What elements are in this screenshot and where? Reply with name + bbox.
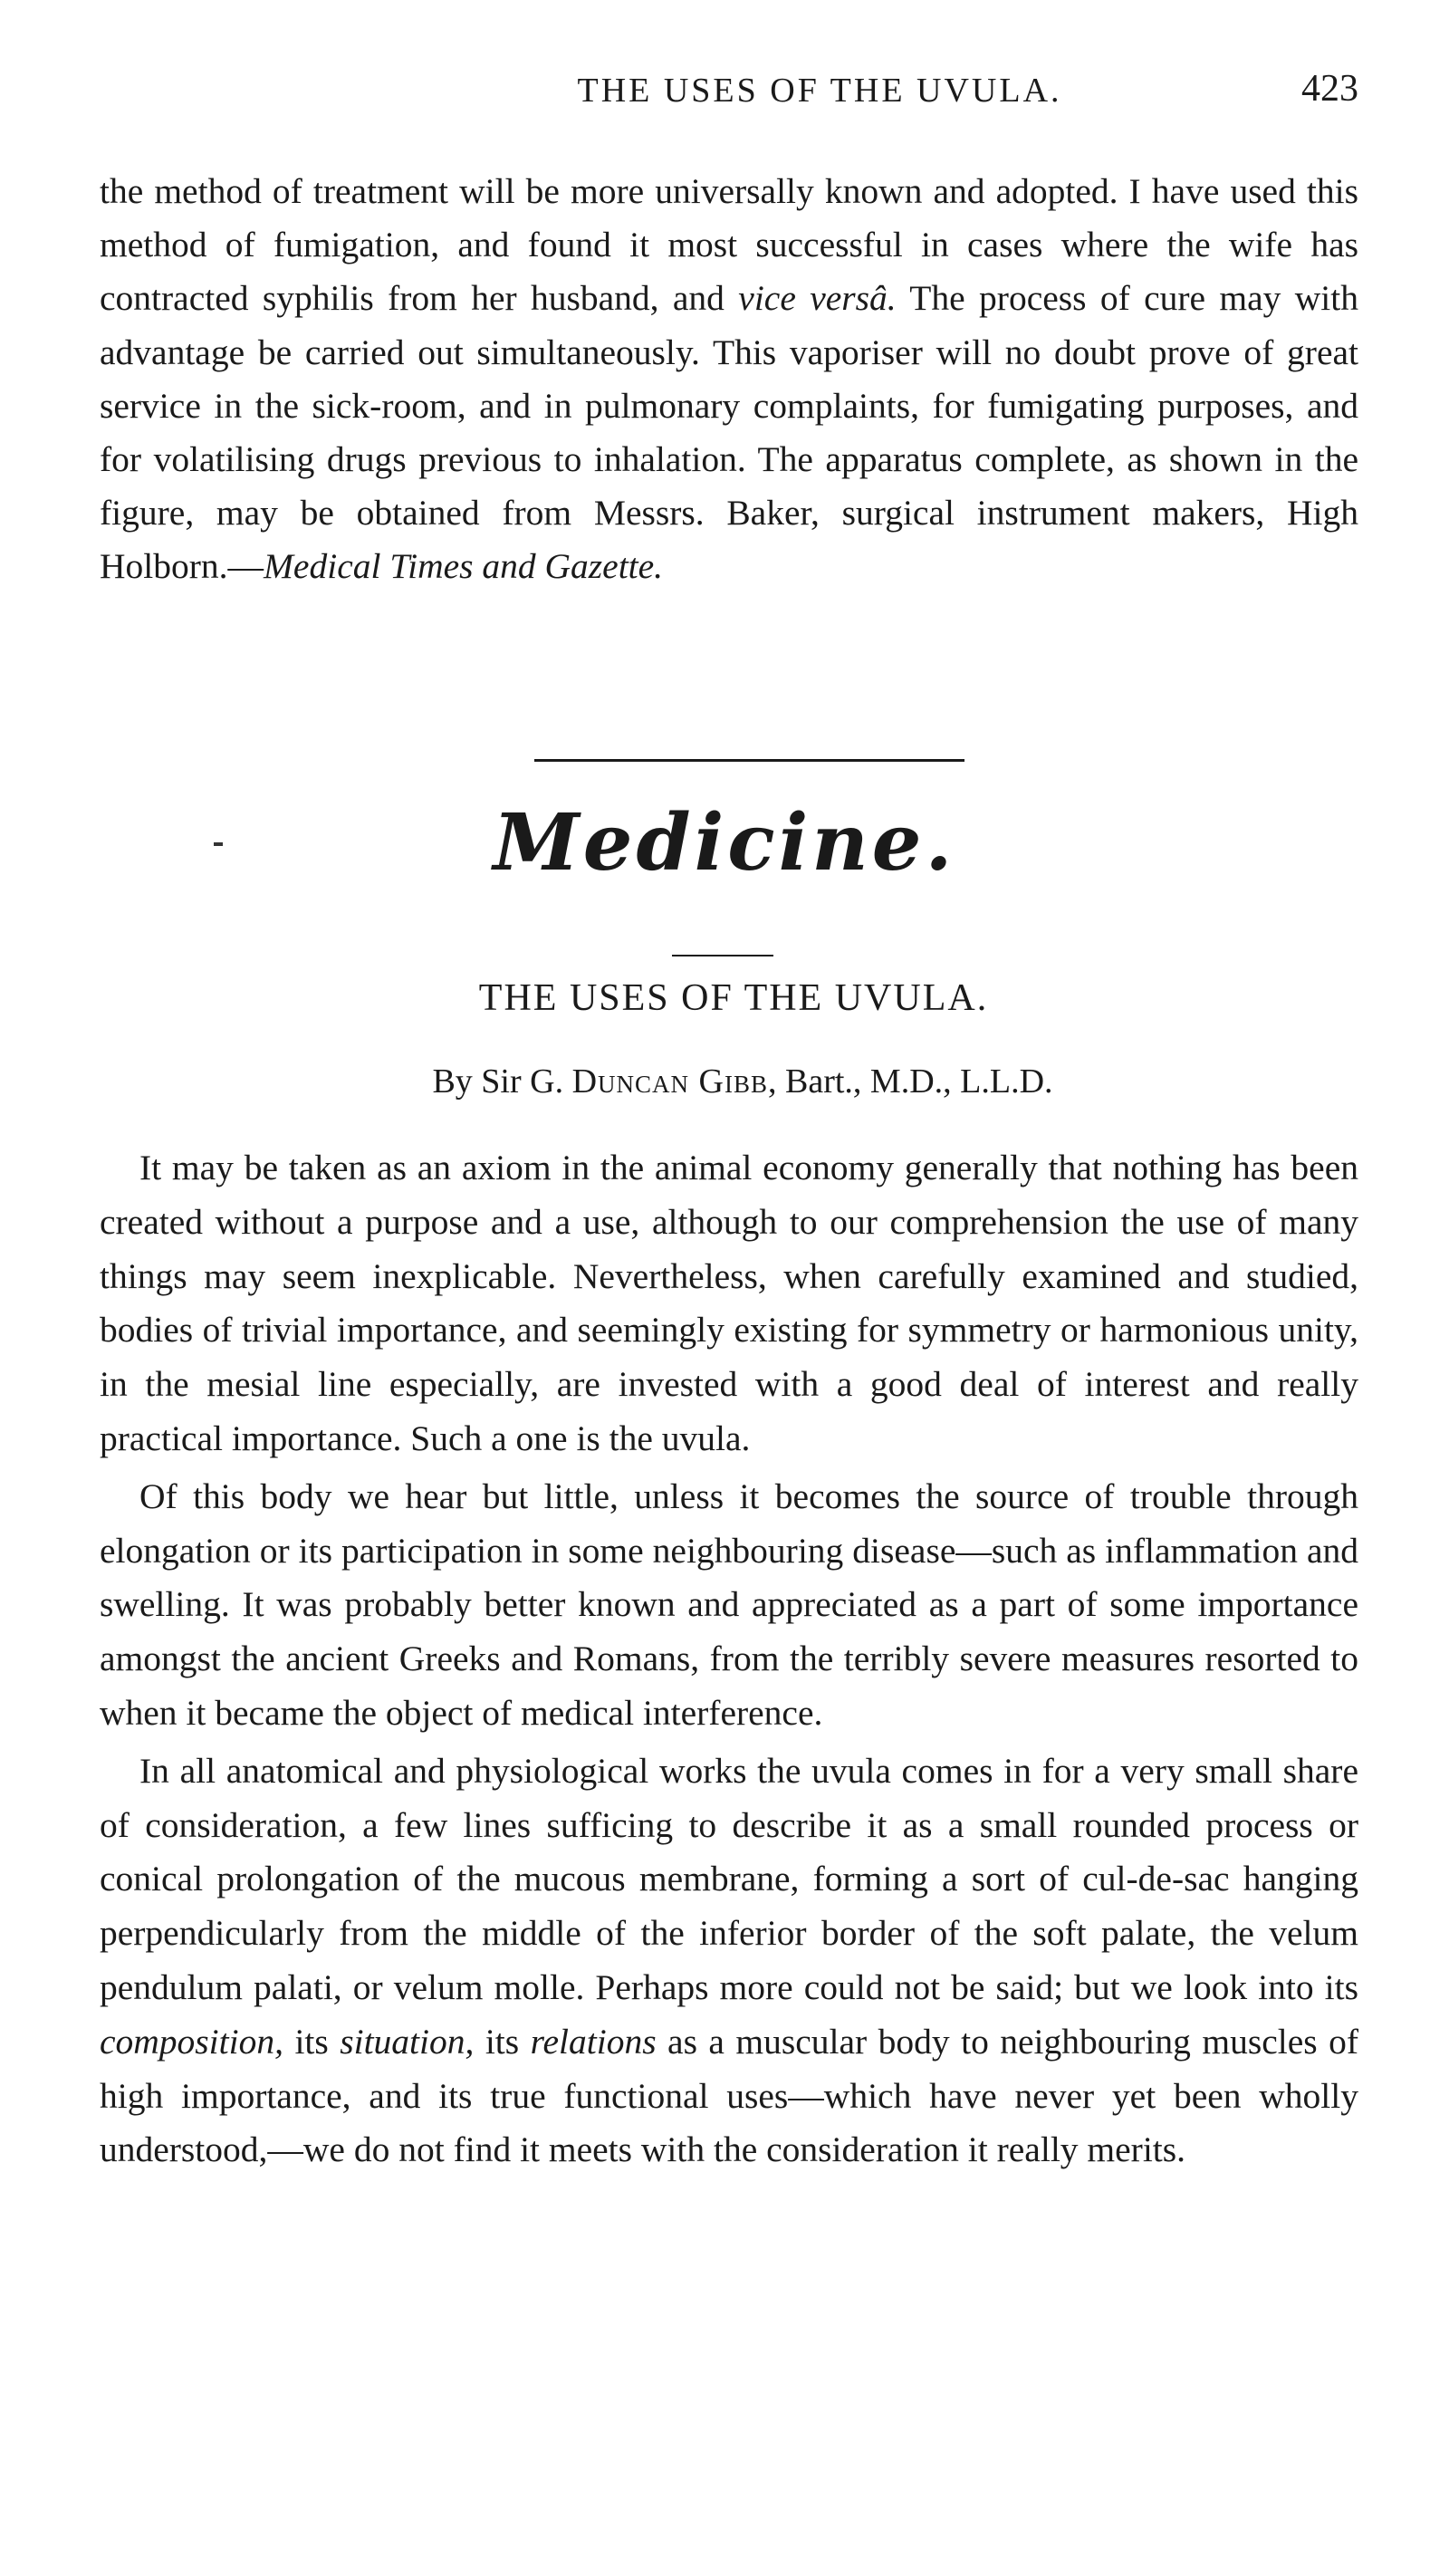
italic-phrase: relations: [530, 2021, 657, 2062]
running-head: [100, 68, 1358, 125]
paragraph-text: as a muscular body to neighbouring muscles of high importance, and its true functional uses—which have never yet been wholly understood,—we do not find it meets with the consideration it really merits.: [100, 2021, 1358, 2170]
continued-article: [100, 165, 1358, 594]
italic-phrase: situation,: [340, 2021, 475, 2062]
byline-suffix: , Bart., M.D., L.L.D.: [768, 1062, 1053, 1101]
paragraph-text: The process of cure may with advantage be carried out simultaneously. This vaporiser will no doubt prove of great service in the sick-room, and in pulmonary complaints, for fumigating purposes, and for volatilising drugs previous to inhalation. The apparatus complete, as shown in the figure, may be obtained from Messrs. Baker, surgical instrument makers, High Holborn.—: [100, 278, 1358, 587]
article-body: [100, 1141, 1358, 2177]
paragraph-text: its: [474, 2021, 531, 2062]
continued-paragraph: [100, 165, 1358, 594]
paragraph-text: the method of treatment will be more universally known and adopted. I have used this method of fumigation, and found it most successful in cases where the wife has contracted syphilis from her husband, and: [100, 171, 1358, 319]
byline-prefix: By Sir G.: [432, 1062, 564, 1101]
article-title: THE USES OF THE UVULA.: [478, 977, 989, 1019]
paragraph-text: In all anatomical and physiological works the uvula comes in for a very small share of consideration, a few lines sufficing to describe it as a small rounded process or conical prolongation of the mucous membrane, forming a sort of cul-de-sac hanging perpendicularly from the middle of the inferior border of the soft palate, the velum pendulum palati, or velum molle. Perhaps more could not be said; but we look into its: [100, 1750, 1358, 2007]
running-head-title: THE USES OF THE UVULA.: [577, 72, 1062, 110]
italic-phrase: vice versâ.: [738, 278, 897, 319]
source-citation: Medical Times and Gazette.: [264, 546, 664, 587]
paragraph-2: Of this body we hear but little, unless it becomes the source of trouble through elongation or its participation in some neighbouring disease—such as inflammation and swelling. It was probably better known and appreciated as a part of some importance amongst the ancient Greeks and Romans, from the terribly severe measures resorted to when it became the object of medical interference.: [100, 1475, 1358, 1733]
page-number: 423: [1301, 68, 1358, 110]
italic-phrase: composition,: [100, 2021, 283, 2062]
section-divider-rule: [534, 759, 964, 762]
paragraph-3: [100, 1745, 1358, 2177]
byline: [0, 1062, 1449, 1101]
section-heading: Medicine.: [493, 797, 956, 889]
heading-underline-rule: [672, 955, 773, 956]
paragraph-text: its: [283, 2021, 341, 2062]
paragraph-1: It may be taken as an axiom in the animal economy generally that nothing has been created without a purpose and a use, although to our comprehension the use of many things may seem inexplicable. Nevertheless, when carefully examined and studied, bodies of trivial importance, and seemingly existing for symmetry or harmonious unity, in the mesial line especially, are invested with a good deal of interest and really practical importance. Such a one is the uvula.: [100, 1148, 1358, 1458]
byline-author: Duncan Gibb: [571, 1062, 768, 1101]
